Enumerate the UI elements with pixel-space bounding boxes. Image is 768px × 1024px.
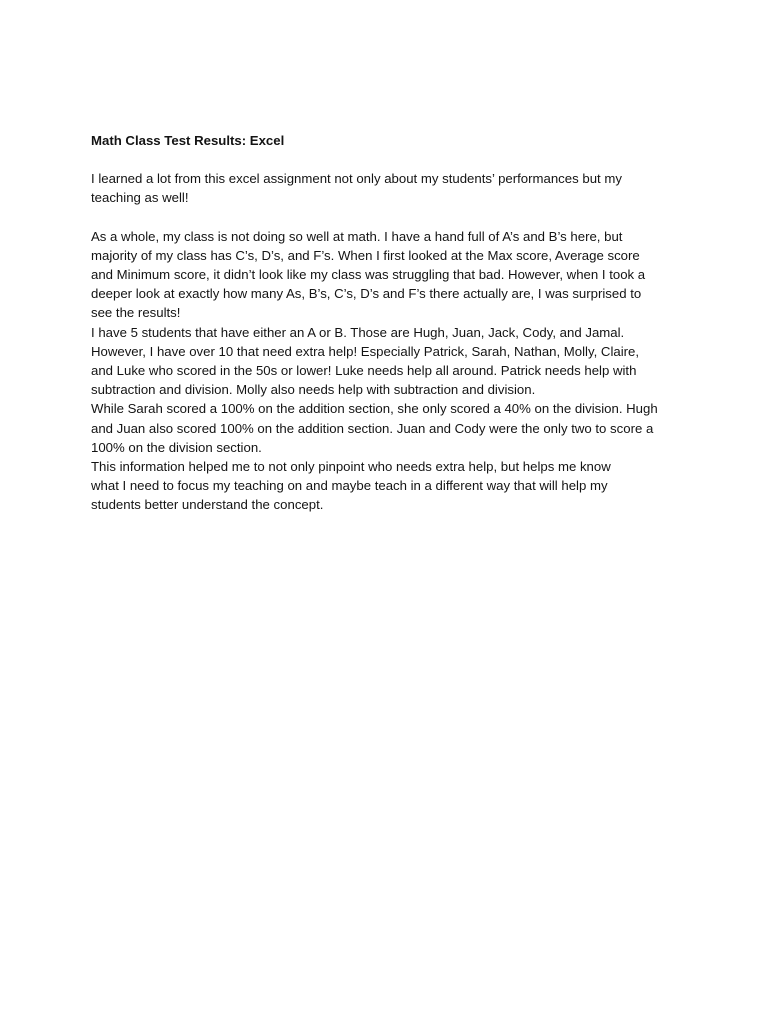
paragraph-intro: [91, 169, 691, 207]
paragraph-overview: [91, 227, 691, 323]
paragraph-conclusion: [91, 457, 691, 515]
paragraph-line: I learned a lot from this excel assignment not only about my students’ performances but my: [91, 171, 622, 187]
paragraph-line: This information helped me to not only pinpoint who needs extra help, but helps me know: [91, 459, 611, 475]
paragraph-line: I have 5 students that have either an A or B. Those are Hugh, Juan, Jack, Cody, and Jamal.: [91, 324, 625, 340]
paragraph-line: students better understand the concept.: [91, 497, 324, 513]
paragraph-line: 100% on the division section.: [91, 439, 262, 455]
paragraph-line: As a whole, my class is not doing so well at math. I have a hand full of A’s and B’s here, but: [91, 228, 623, 244]
paragraph-line: While Sarah scored a 100% on the addition section, she only scored a 40% on the division. Hugh: [91, 401, 658, 417]
paragraph-students: [91, 323, 691, 400]
paragraph-line: see the results!: [91, 305, 181, 321]
paragraph-line: and Luke who scored in the 50s or lower! Luke needs help all around. Patrick needs help with: [91, 363, 637, 379]
paragraph-line: deeper look at exactly how many As, B’s, C’s, D’s and F’s there actually are, I was surprised to: [91, 286, 642, 302]
paragraph-line: However, I have over 10 that need extra help! Especially Patrick, Sarah, Nathan, Molly, Claire,: [91, 343, 640, 359]
paragraph-line: teaching as well!: [91, 190, 189, 206]
paragraph-line: and Minimum score, it didn’t look like my class was struggling that bad. However, when I took a: [91, 267, 646, 283]
paragraph-line: subtraction and division. Molly also needs help with subtraction and division.: [91, 382, 536, 398]
document-body: [91, 131, 691, 515]
paragraph-scores: [91, 399, 691, 457]
paragraph-line: and Juan also scored 100% on the addition section. Juan and Cody were the only two to score a: [91, 420, 654, 436]
document-title: Math Class Test Results: Excel: [91, 133, 285, 148]
paragraph-line: what I need to focus my teaching on and maybe teach in a different way that will help my: [91, 478, 608, 494]
paragraph-line: majority of my class has C’s, D’s, and F’s. When I first looked at the Max score, Average score: [91, 247, 640, 263]
